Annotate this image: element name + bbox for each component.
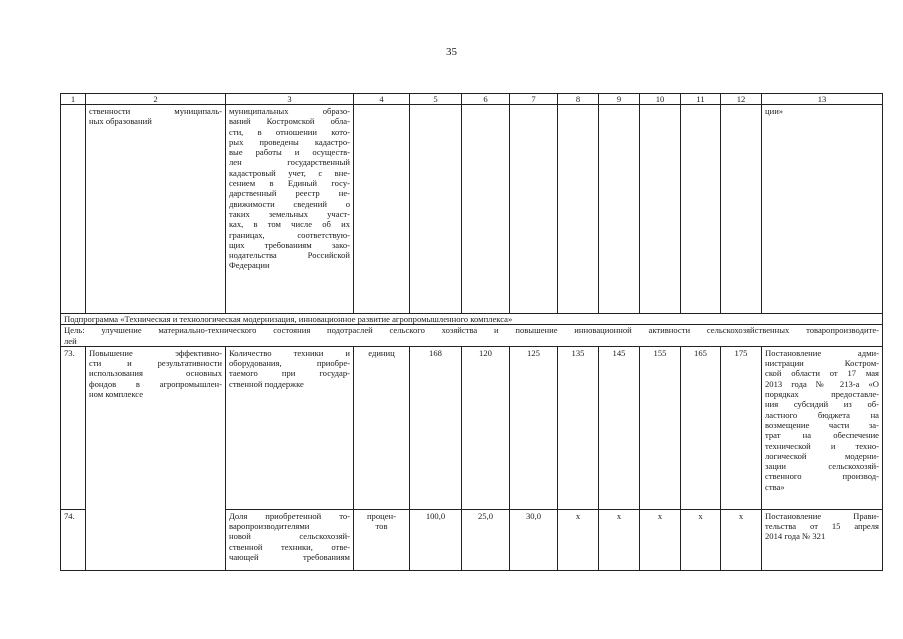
- table-row: [61, 346, 883, 509]
- value-cell: [599, 105, 640, 314]
- text-line: муниципальных образо-: [229, 106, 350, 116]
- number-cell: [61, 105, 86, 314]
- value-cell: х: [558, 509, 599, 570]
- source-cell: ции»: [762, 105, 883, 314]
- value-cell: [510, 105, 558, 314]
- value-cell: 120: [462, 346, 510, 509]
- value-cell: х: [599, 509, 640, 570]
- indicator-cell: [226, 105, 354, 314]
- text-line: границах, соответствую-: [229, 229, 350, 240]
- text-line: Повышение эффективно-: [89, 347, 222, 358]
- text-line: тельства от 15 апреля: [765, 521, 879, 532]
- text-line: кадастровый учет, с вне-: [229, 167, 350, 178]
- text-line: сти и результативности: [89, 358, 222, 369]
- value-cell: 155: [640, 346, 681, 509]
- page-number: 35: [446, 46, 457, 58]
- text-line: лен государственный: [229, 157, 350, 168]
- text-line: новой сельскохозяй-: [229, 531, 350, 542]
- header-cell: 13: [762, 94, 883, 105]
- value-cell: 100,0: [410, 509, 462, 570]
- text-line: ственной техники, отве-: [229, 541, 350, 552]
- text-line: ственного производ-: [765, 471, 879, 482]
- text-line: рых проведены кадастро-: [229, 136, 350, 147]
- text-line: Количество техники и: [229, 347, 350, 358]
- text-line: фондов в агропромышлен-: [89, 378, 222, 389]
- header-cell: 4: [354, 94, 410, 105]
- value-cell: [462, 105, 510, 314]
- table-row: [61, 105, 883, 314]
- goal-row: [61, 325, 883, 347]
- text-line: процен-: [366, 510, 397, 521]
- text-line: Постановление адми-: [765, 347, 879, 358]
- value-cell: [640, 105, 681, 314]
- text-line: ках, в том числе об их: [229, 219, 350, 230]
- text-line: ластного бюджета на: [765, 409, 879, 420]
- header-cell: 5: [410, 94, 462, 105]
- text-line: трат на обеспечение: [765, 430, 879, 441]
- text-line: оборудования, приобре-: [229, 358, 350, 369]
- header-cell: 3: [226, 94, 354, 105]
- value-cell: [354, 105, 410, 314]
- header-cell: 6: [462, 94, 510, 105]
- value-cell: х: [681, 509, 721, 570]
- header-cell: 10: [640, 94, 681, 105]
- source-cell: [762, 346, 883, 509]
- indicator-cell: [226, 346, 354, 509]
- header-cell: 7: [510, 94, 558, 105]
- header-cell: 12: [721, 94, 762, 105]
- text-line: использования основных: [89, 368, 222, 379]
- text-line: ных образований: [89, 116, 152, 127]
- unit-cell: [354, 509, 410, 570]
- source-cell: [762, 509, 883, 570]
- text-line: Цель: улучшение материально-технического состояния подотраслей сельского хозяйства и повышение инновационной активности сельскохозяйственных товаропроизводите-: [64, 325, 879, 336]
- text-line: нистрации Костром-: [765, 358, 879, 369]
- text-line: ства»: [765, 481, 785, 492]
- text-line: лей: [64, 335, 77, 346]
- text-line: нодательства Российской: [229, 250, 350, 261]
- header-cell: 11: [681, 94, 721, 105]
- value-cell: 30,0: [510, 509, 558, 570]
- value-cell: 165: [681, 346, 721, 509]
- text-line: движимости сведений о: [229, 198, 350, 209]
- text-line: чающей требованиям: [229, 552, 350, 563]
- value-cell: 175: [721, 346, 762, 509]
- value-cell: 168: [410, 346, 462, 509]
- text-line: логической модерни-: [765, 450, 879, 461]
- text-line: Постановление Прави-: [765, 510, 879, 521]
- value-cell: 145: [599, 346, 640, 509]
- goal-cell: [61, 325, 883, 347]
- number-cell: 74.: [61, 509, 86, 570]
- text-line: ном комплексе: [89, 389, 144, 400]
- value-cell: [410, 105, 462, 314]
- text-line: ственности муниципаль-: [89, 106, 222, 116]
- value-cell: [681, 105, 721, 314]
- subprogram-row: [61, 314, 883, 325]
- number-cell: 73.: [61, 346, 86, 509]
- value-cell: [721, 105, 762, 314]
- text-line: ния субсидий из об-: [765, 399, 879, 410]
- text-line: технической и техно-: [765, 440, 879, 451]
- text-line: дарственный реестр не-: [229, 188, 350, 199]
- text-line: щих требованиям зако-: [229, 239, 350, 250]
- text-line: тов: [375, 521, 388, 532]
- text-line: порядках предоставле-: [765, 389, 879, 400]
- task-cell: [86, 346, 226, 570]
- text-line: 2013 года № 213-а «О: [765, 378, 879, 389]
- value-cell: 135: [558, 346, 599, 509]
- text-line: ской области от 17 мая: [765, 368, 879, 379]
- text-line: вые работы и осуществ-: [229, 147, 350, 158]
- text-line: варопроизводителями: [229, 521, 310, 532]
- value-cell: [558, 105, 599, 314]
- text-line: зации сельскохозяй-: [765, 461, 879, 472]
- value-cell: х: [721, 509, 762, 570]
- indicator-cell: [226, 509, 354, 570]
- header-cell: 9: [599, 94, 640, 105]
- header-row: [61, 94, 883, 105]
- text-line: таких земельных участ-: [229, 208, 350, 219]
- value-cell: х: [640, 509, 681, 570]
- text-line: таемого при государ-: [229, 368, 350, 379]
- subprogram-title: Подпрограмма «Техническая и технологическая модернизация, инновационное развитие агропромышленного комплекса»: [61, 314, 883, 325]
- text-line: Федерации: [229, 260, 270, 271]
- text-line: сти, в отношении кото-: [229, 126, 350, 137]
- task-cell: [86, 105, 226, 314]
- text-line: возмещение части за-: [765, 419, 879, 430]
- value-cell: 25,0: [462, 509, 510, 570]
- header-cell: 2: [86, 94, 226, 105]
- indicators-table: [60, 93, 883, 571]
- text-line: сением в Единый госу-: [229, 178, 350, 189]
- unit-cell: единиц: [354, 346, 410, 509]
- text-line: Доля приобретенной то-: [229, 510, 350, 521]
- header-cell: 1: [61, 94, 86, 105]
- text-line: 2014 года № 321: [765, 531, 826, 542]
- header-cell: 8: [558, 94, 599, 105]
- text-line: ваний Костромской обла-: [229, 116, 350, 127]
- text-line: ственной поддержке: [229, 378, 304, 389]
- value-cell: 125: [510, 346, 558, 509]
